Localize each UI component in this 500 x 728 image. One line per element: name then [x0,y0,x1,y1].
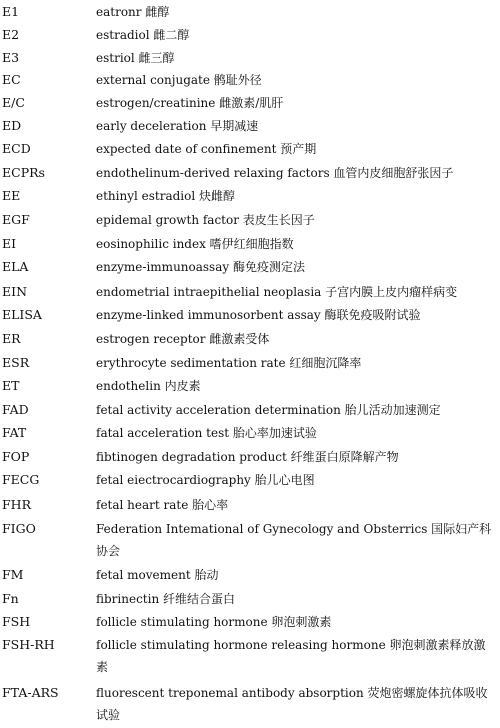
entry-abbreviation: FAT [2,425,27,440]
definition-english: endothelin [96,379,165,393]
definition-chinese: 雌醇 [145,5,170,19]
definition-english: fatal acceleration test [96,426,233,440]
entry-definition [96,564,494,586]
definition-english: epidemal growth factor [96,213,243,227]
definition-english: endometrial intraepithelial neoplasia [96,285,326,299]
definition-english: fetal movement [96,568,195,582]
entry-abbreviation: EI [2,236,17,251]
definition-english: ethinyl estradiol [96,189,200,203]
entry-abbreviation: FIGO [2,521,36,536]
definition-chinese: 纤维蛋白原降解产物 [290,450,399,464]
entry-abbreviation: E3 [2,50,20,65]
entry-definition [96,588,494,610]
entry-definition [96,115,494,137]
entry-abbreviation: FSH [2,614,31,629]
entry-abbreviation: ESR [2,355,30,370]
definition-chinese: 雌激素/肌肝 [219,96,284,110]
entry-abbreviation: EGF [2,212,30,227]
definition-english: fetal heart rate [96,498,193,512]
definition-english: early deceleration [96,119,211,133]
entry-abbreviation: Fn [2,591,19,606]
definition-chinese: 胎心率加速试验 [232,426,317,440]
definition-chinese: 胎儿活动加速测定 [344,403,441,417]
definition-english: fetal activity acceleration determination [96,403,345,417]
entry-abbreviation: ER [2,331,21,346]
definition-chinese: 表皮生长因子 [242,213,315,227]
definition-chinese: 雌三醇 [138,51,175,65]
entry-definition [96,328,494,350]
entry-abbreviation: E2 [2,27,20,42]
entry-definition [96,185,494,207]
entry-abbreviation: E/C [2,95,25,110]
definition-english: fibtinogen degradation product [96,450,291,464]
definition-chinese: 酶免疫测定法 [232,260,305,274]
definition-english: Federation Intemational of Gynecology and Obsterrics [96,522,432,536]
entry-definition [96,518,494,562]
entry-abbreviation: EC [2,72,21,87]
definition-english: endothelinum-derived relaxing factors [96,166,334,180]
entry-definition [96,399,494,421]
definition-chinese: 雌激素受体 [209,332,270,346]
definition-english: external conjugate [96,73,214,87]
definition-english: estrogen receptor [96,332,210,346]
definition-chinese: 酶联免疫吸附试验 [324,308,421,322]
definition-chinese: 胎动 [194,568,219,582]
definition-chinese: 红细胞沉降率 [289,356,362,370]
entry-definition [96,233,494,255]
definition-chinese: 卵泡刺激素 [271,615,332,629]
entry-abbreviation: E1 [2,4,20,19]
entry-abbreviation: FECG [2,472,40,487]
definition-english: follicle stimulating hormone releasing hormone [96,638,390,652]
entry-abbreviation: ECPRs [2,165,45,180]
entry-abbreviation: FAD [2,402,29,417]
definition-chinese: 早期减速 [210,119,259,133]
definition-chinese: 子宫内膜上皮内瘤样病变 [325,285,458,299]
definition-chinese: 内皮素 [164,379,201,393]
definition-english: erythrocyte sedimentation rate [96,356,290,370]
entry-abbreviation: FM [2,567,24,582]
entry-definition [96,1,494,23]
entry-definition [96,422,494,444]
definition-english: follicle stimulating hormone [96,615,272,629]
definition-chinese: 预产期 [280,142,317,156]
entry-abbreviation: EE [2,188,21,203]
entry-definition [96,634,494,678]
definition-english: estriol [96,51,139,65]
entry-abbreviation: ELA [2,259,29,274]
definition-english: fibrinectin [96,592,164,606]
definition-english: estrogen/creatinine [96,96,220,110]
entry-definition [96,24,494,46]
definition-chinese: 纤维结合蛋白 [163,592,236,606]
entry-abbreviation: ED [2,118,22,133]
definition-english: enzyme-immunoassay [96,260,233,274]
entry-definition [96,304,494,326]
entry-definition [96,162,494,184]
entry-definition [96,209,494,231]
entry-definition [96,352,494,374]
definition-english: fluorescent treponemal antibody absorption [96,686,368,700]
definition-chinese: 炔雌醇 [199,189,236,203]
definition-chinese: 荧炮密螺旋体抗体吸收试验 [96,686,488,722]
definition-english: fetal eiectrocardiography [96,473,255,487]
definition-chinese: 血管内皮细胞舒张因子 [333,166,454,180]
entry-abbreviation: EIN [2,284,27,299]
entry-definition [96,47,494,69]
entry-definition [96,138,494,160]
entry-definition [96,494,494,516]
definition-english: eatronr [96,5,146,19]
entry-definition [96,281,494,303]
entry-definition [96,375,494,397]
entry-abbreviation: ELISA [2,307,42,322]
entry-definition [96,92,494,114]
entry-abbreviation: ET [2,378,20,393]
definition-chinese: 胎心率 [192,498,229,512]
definition-chinese: 卵泡刺激素释放激素 [96,638,486,674]
definition-chinese: 鹘耻外径 [213,73,262,87]
entry-abbreviation: FOP [2,449,30,464]
entry-abbreviation: FTA-ARS [2,685,59,700]
entry-definition [96,611,494,633]
entry-definition [96,682,494,726]
definition-english: expected date of confinement [96,142,281,156]
definition-english: eosinophilic index [96,237,210,251]
definition-english: estradiol [96,28,154,42]
definition-chinese: 嗜伊红细胞指数 [209,237,294,251]
entry-abbreviation: FHR [2,497,31,512]
entry-definition [96,446,494,468]
entry-abbreviation: FSH-RH [2,637,55,652]
entry-definition [96,69,494,91]
entry-definition [96,256,494,278]
definition-chinese: 胎儿心电图 [254,473,315,487]
definition-english: enzyme-linked immunosorbent assay [96,308,325,322]
definition-chinese: 雌二醇 [153,28,190,42]
definition-chinese: 国际妇产科协会 [96,522,492,558]
entry-definition [96,469,494,491]
entry-abbreviation: ECD [2,141,31,156]
